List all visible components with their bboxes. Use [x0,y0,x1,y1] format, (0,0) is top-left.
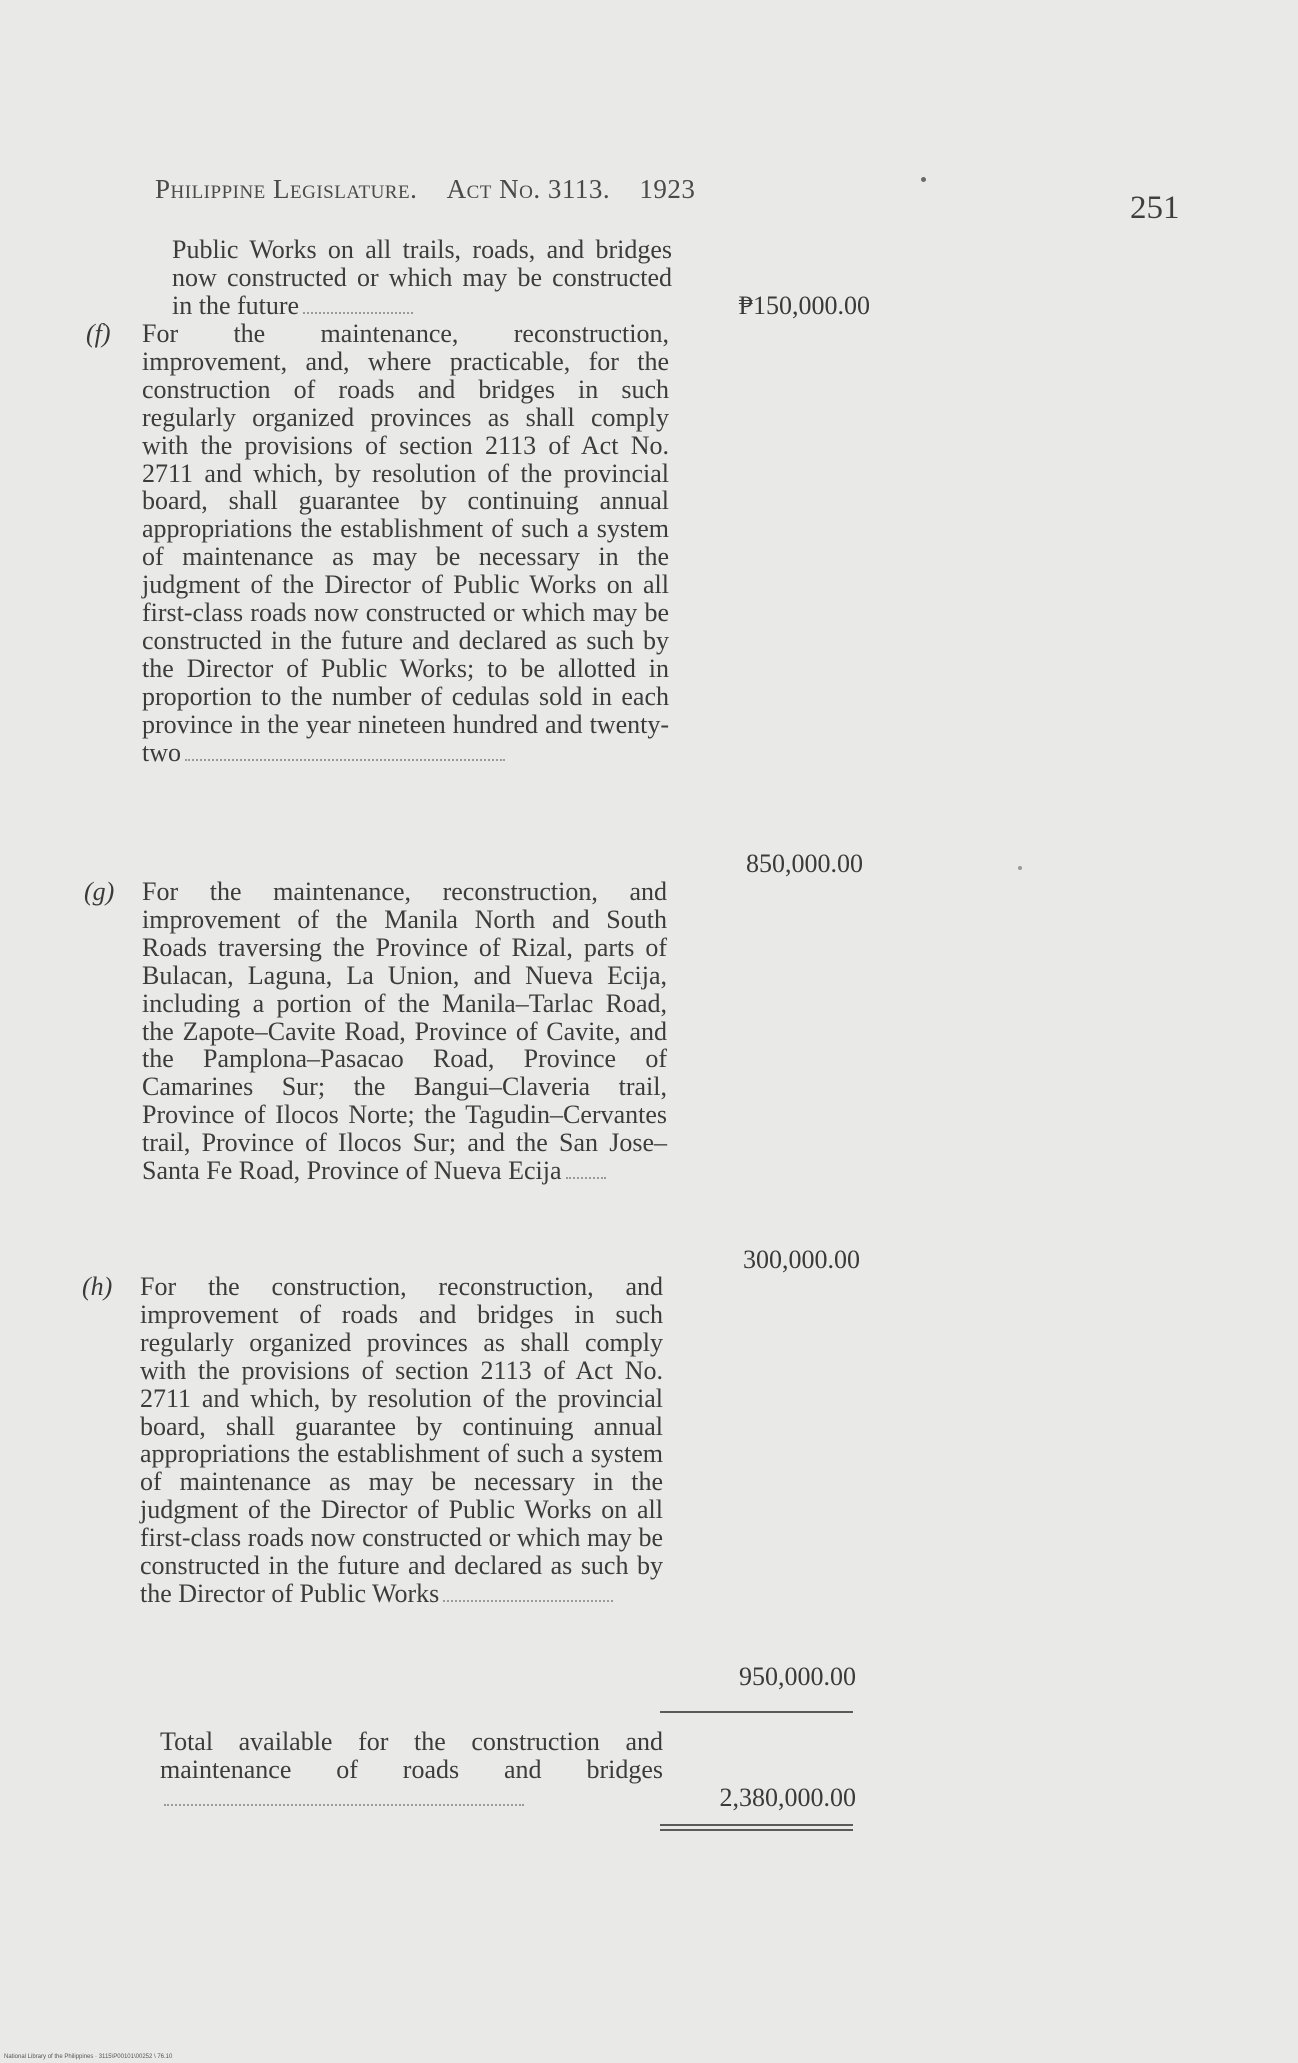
dot-leaders [303,311,413,314]
entry-amount: ₱150,000.00 [738,291,870,320]
entry-marker: (g) [84,877,115,906]
dot-leaders [443,1599,613,1602]
entry-amount: 950,000.00 [739,1662,856,1691]
entry-amount: 300,000.00 [743,1245,860,1274]
subtotal-rule [660,1711,853,1713]
dot-leaders [164,1803,524,1806]
entry-text-content: For the maintenance, reconstruction, improvement, and, where practicable, for the construction of roads and bridges in such regularly organized provinces as shall comply with the provisions of section 2113 of Act No. 2711 and which, by resolution of the provincial board, shall guarantee by continuing annual appropriations the establishment of such a system of maintenance as may be necessary in the judgment of the Director of Public Works on all first-class roads now constructed or which may be constructed in the future and declared as such by the Director of Public Works; to be allotted in proportion to the number of cedulas sold in each province in the year nineteen hundred and twenty-two [142,319,669,767]
entry-text [140,1273,663,1608]
entry-marker: (f) [86,319,111,348]
scan-credit: National Library of the Philippines · 3115\P00101\00252 \ 76.10 [4,2054,173,2060]
entry-text [142,320,669,767]
dot-leaders [185,758,505,761]
entry-text-content: For the construction, reconstruction, and improvement of roads and bridges in such regularly organized provinces as shall comply with the provisions of section 2113 of Act No. 2711 and which, by resolution of the provincial board, shall guarantee by continuing annual appropriations the establishment of such a system of maintenance as may be necessary in the judgment of the Director of Public Works on all first-class roads now constructed or which may be constructed in the future and declared as such by the Director of Public Works [140,1272,663,1608]
header-legislature: Philippine Legislature. [155,174,418,204]
print-speck [921,177,926,182]
total-amount: 2,380,000.00 [719,1783,856,1812]
entry-text [172,236,672,320]
total-double-rule-top [660,1824,853,1826]
total-text-content: Total available for the construction and maintenance of roads and bridges [160,1727,663,1784]
entry-marker: (h) [82,1272,113,1301]
total-text [160,1728,663,1812]
header-year: 1923 [639,174,696,204]
print-speck [1018,866,1022,870]
entry-amount: 850,000.00 [746,849,863,878]
running-header [155,174,717,205]
entry-text [142,878,667,1185]
entry-text-content: For the maintenance, reconstruction, and improvement of the Manila North and South Roads traversing the Province of Rizal, parts of Bulacan, Laguna, La Union, and Nueva Ecija, including a portion of the Manila–Tarlac Road, the Zapote–Cavite Road, Province of Cavite, and the Pamplona–Pasacao Road, Province of Camarines Sur; the Bangui–Claveria trail, Province of Ilocos Norte; the Tagudin–Cervantes trail, Province of Ilocos Sur; and the San Jose–Santa Fe Road, Province of Nueva Ecija [142,877,667,1186]
page-number: 251 [1130,190,1180,226]
header-act: Act No. 3113. [446,174,611,204]
dot-leaders [566,1176,606,1179]
entry-text-content: Public Works on all trails, roads, and bridges now constructed or which may be constructed in the future [172,235,672,320]
total-double-rule-bottom [660,1829,853,1831]
